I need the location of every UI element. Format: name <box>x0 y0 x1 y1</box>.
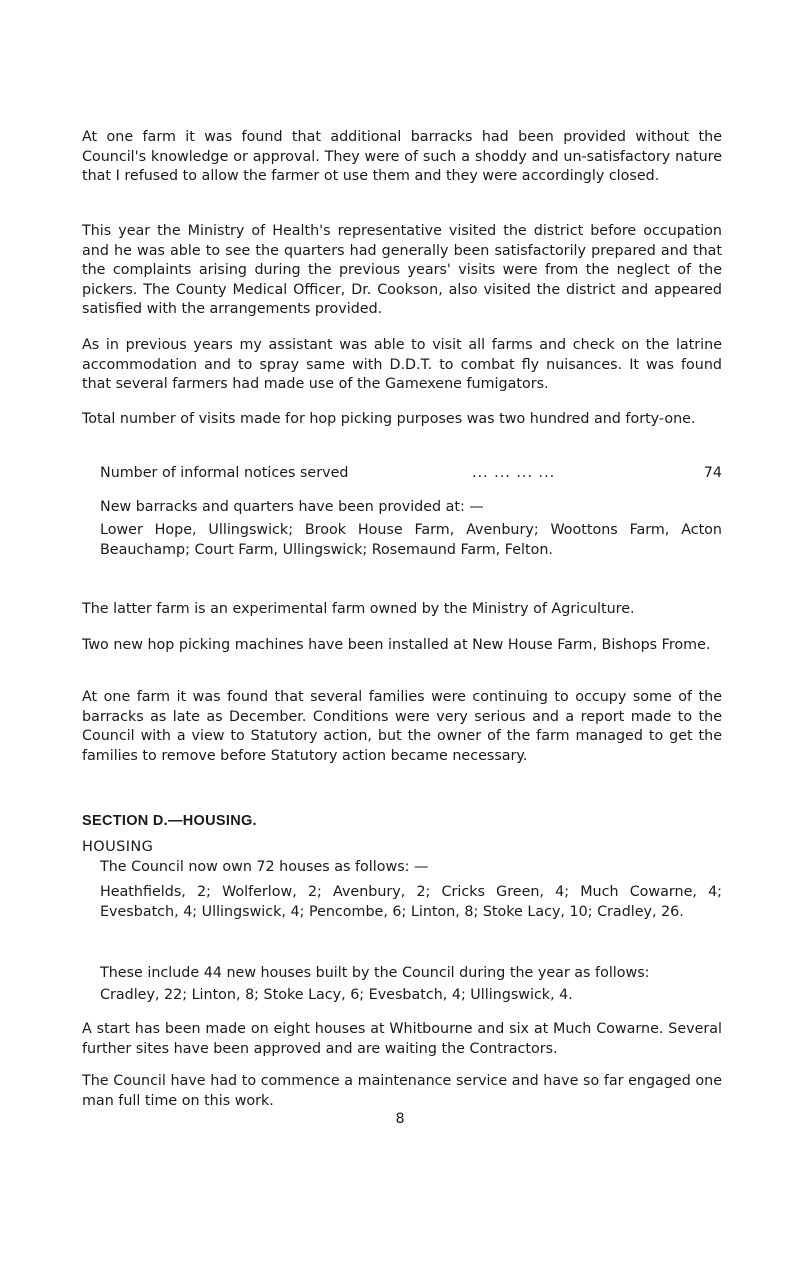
paragraph-start-made: A start has been made on eight houses at Whitbourne and six at Much Cowarne. Several further sites have been approved and are waiting the Contractors. <box>82 1021 722 1057</box>
notice-value: 74 <box>703 465 722 481</box>
paragraph-additional-barracks: At one farm it was found that additional barracks had been provided without the Council's knowledge or approval. They were of such a shoddy and un-satisfactory nature that I refused to allow the farmer ot use them and they were accordingly closed. <box>82 129 722 184</box>
paragraph-experimental-farm: The latter farm is an experimental farm owned by the Ministry of Agriculture. <box>82 601 635 617</box>
section-subheading: HOUSING <box>82 839 154 855</box>
paragraph-families-occupy: At one farm it was found that several families were continuing to occupy some of the barracks as late as December. Conditions were very serious and a report made to the Council with a view to Statutory action, but the owner of the farm managed to get the families to remove before Statutory action became necessary. <box>82 689 722 764</box>
paragraph-houses-owned: The Council now own 72 houses as follows: — <box>100 859 429 875</box>
paragraph-picking-machines: Two new hop picking machines have been installed at New House Farm, Bishops Frome. <box>82 637 711 653</box>
new-houses-list: Cradley, 22; Linton, 8; Stoke Lacy, 6; Evesbatch, 4; Ullingswick, 4. <box>100 987 573 1003</box>
paragraph-total-visits: Total number of visits made for hop picking purposes was two hundred and forty-one. <box>82 411 696 427</box>
paragraph-ministry-visit: This year the Ministry of Health's representative visited the district before occupation and he was able to see the quarters had generally been satisfactorily prepared and that the complaints arising during the previous years' visits were from the neglect of the pickers. The County Medical Officer, Dr. Cookson, also visited the district and appeared satisfied with the arrangements provided. <box>82 223 722 317</box>
informal-notices-line <box>100 464 722 484</box>
new-barracks-list: Lower Hope, Ullingswick; Brook House Farm, Avenbury; Woottons Farm, Acton Beauchamp; Court Farm, Ullingswick; Rosemaund Farm, Felton. <box>100 522 722 558</box>
page-number: 8 <box>395 1111 405 1127</box>
paragraph-new-barracks: New barracks and quarters have been provided at: — <box>100 499 484 515</box>
paragraph-maintenance: The Council have had to commence a maintenance service and have so far engaged one man full time on this work. <box>82 1073 722 1109</box>
houses-owned-list: Heathfields, 2; Wolferlow, 2; Avenbury, 2; Cricks Green, 4; Much Cowarne, 4; Evesbatch, 4; Ullingswick, 4; Pencombe, 6; Linton, 8; Stoke Lacy, 10; Cradley, 26. <box>100 884 722 920</box>
paragraph-latrine-inspection: As in previous years my assistant was able to visit all farms and check on the latrine accommodation and to spray same with D.D.T. to combat fly nuisances. It was found that several farmers had made use of the Gamexene fumigators. <box>82 337 722 392</box>
paragraph-new-houses: These include 44 new houses built by the Council during the year as follows: <box>100 965 650 981</box>
section-heading: SECTION D.—HOUSING. <box>82 813 257 829</box>
notice-label: Number of informal notices served <box>100 465 349 481</box>
notice-leader-dots: ... ... ... ... <box>472 465 556 481</box>
